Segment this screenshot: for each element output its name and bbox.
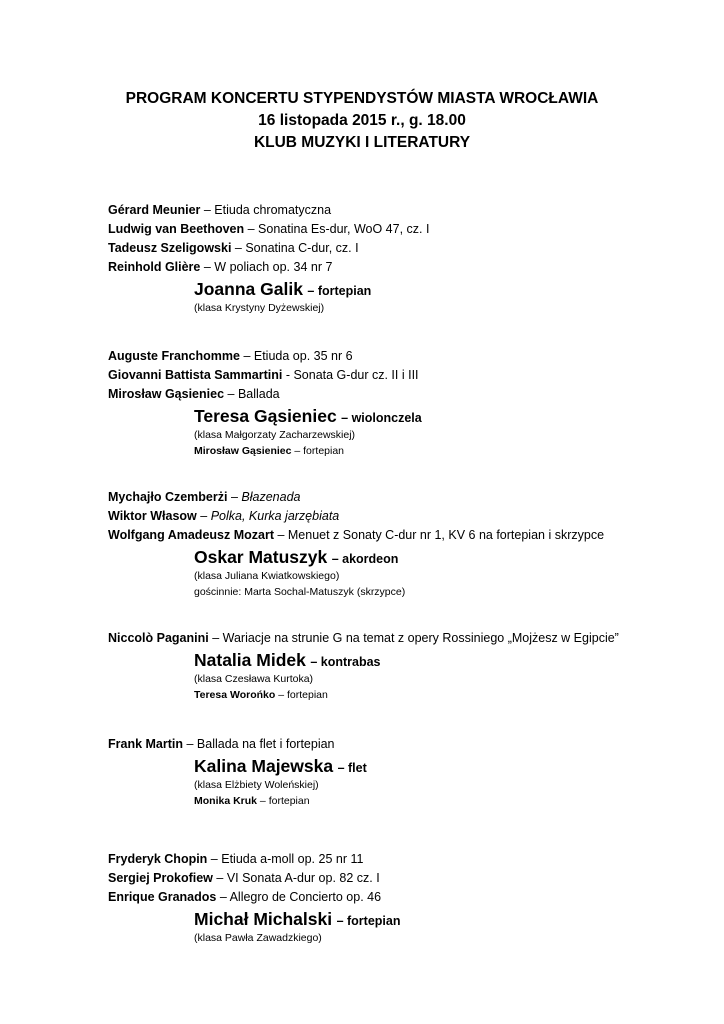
program-header xyxy=(0,88,724,154)
composer-name: Gérard Meunier xyxy=(108,203,201,217)
work-title: Ballada na flet i fortepian xyxy=(196,737,335,751)
performer-info xyxy=(194,755,708,809)
performer-name: Michał Michalski xyxy=(194,909,333,929)
program-block-4 xyxy=(108,629,708,703)
work-title: Etiuda a-moll op. 25 nr 11 xyxy=(221,852,364,866)
program-item: Frank Martin – Ballada na flet i fortepian xyxy=(108,737,335,751)
performer-instrument: – kontrabas xyxy=(310,655,381,669)
class-note: (klasa Elżbiety Woleńskiej) xyxy=(194,779,319,791)
program-item: Niccolò Paganini – Wariacje na strunie G na temat z opery Rossiniego „Mojżesz w Egipcie” xyxy=(108,631,619,645)
program-item: Tadeusz Szeligowski – Sonatina C-dur, cz. I xyxy=(108,241,359,255)
program-block-2 xyxy=(108,347,708,459)
composer-name: Enrique Granados xyxy=(108,890,217,904)
program-item: Auguste Franchomme – Etiuda op. 35 nr 6 xyxy=(108,349,353,363)
program-title: PROGRAM KONCERTU STYPENDYSTÓW MIASTA WROCŁAWIA xyxy=(125,90,599,107)
program-item: Giovanni Battista Sammartini - Sonata G-dur cz. II i III xyxy=(108,368,419,382)
program-item: Wiktor Własow – Polka, Kurka jarzębiata xyxy=(108,509,340,523)
work-title: Etiuda op. 35 nr 6 xyxy=(253,349,353,363)
work-title: Sonatina C-dur, cz. I xyxy=(245,241,359,255)
composer-name: Tadeusz Szeligowski xyxy=(108,241,232,255)
performer-info xyxy=(194,405,708,459)
accompanist xyxy=(194,687,708,703)
work-title: Błazenada xyxy=(241,490,301,504)
class-note: (klasa Juliana Kwiatkowskiego) xyxy=(194,570,340,582)
guest-note: gościnnie: Marta Sochal-Matuszyk (skrzypce) xyxy=(194,586,406,598)
class-note: (klasa Pawła Zawadzkiego) xyxy=(194,932,322,944)
performer-info xyxy=(194,546,708,600)
work-title: Allegro de Concierto op. 46 xyxy=(229,890,382,904)
program-item: Fryderyk Chopin – Etiuda a-moll op. 25 nr 11 xyxy=(108,852,364,866)
composer-name: Wolfgang Amadeusz Mozart xyxy=(108,528,274,542)
accompanist-role: – fortepian xyxy=(291,445,345,457)
program-item: Enrique Granados – Allegro de Concierto op. 46 xyxy=(108,890,382,904)
program-item: Mirosław Gąsieniec – Ballada xyxy=(108,387,280,401)
program-item: Gérard Meunier – Etiuda chromatyczna xyxy=(108,203,332,217)
composer-name: Wiktor Własow xyxy=(108,509,197,523)
work-title: Wariacje na strunie G na temat z opery Rossiniego „Mojżesz w Egipcie” xyxy=(222,631,619,645)
class-note: (klasa Małgorzaty Zacharzewskiej) xyxy=(194,429,356,441)
work-title: W poliach op. 34 nr 7 xyxy=(214,260,333,274)
accompanist-name: Mirosław Gąsieniec xyxy=(194,445,292,457)
class-note: (klasa Czesława Kurtoka) xyxy=(194,673,314,685)
performer-name: Natalia Midek xyxy=(194,650,306,670)
accompanist xyxy=(194,793,708,809)
composer-name: Reinhold Glière xyxy=(108,260,201,274)
composer-name: Fryderyk Chopin xyxy=(108,852,208,866)
performer-name: Kalina Majewska xyxy=(194,756,334,776)
performer-instrument: – fortepian xyxy=(307,284,372,298)
work-title: Etiuda chromatyczna xyxy=(214,203,332,217)
concert-date: 16 listopada 2015 r., g. 18.00 xyxy=(258,112,466,129)
program-item: Wolfgang Amadeusz Mozart – Menuet z Sonaty C-dur nr 1, KV 6 na fortepian i skrzypce xyxy=(108,528,605,542)
performer-info xyxy=(194,649,708,703)
concert-venue: KLUB MUZYKI I LITERATURY xyxy=(253,134,471,151)
performer-name: Oskar Matuszyk xyxy=(194,547,328,567)
composer-name: Giovanni Battista Sammartini xyxy=(108,368,283,382)
work-title: Sonata G-dur cz. II i III xyxy=(293,368,419,382)
composer-name: Mirosław Gąsieniec xyxy=(108,387,225,401)
performer-name: Teresa Gąsieniec xyxy=(194,406,337,426)
performer-name: Joanna Galik xyxy=(194,279,303,299)
composer-name: Mychajło Czemberżi xyxy=(108,490,228,504)
performer-instrument: – flet xyxy=(337,761,367,775)
accompanist-name: Monika Kruk xyxy=(194,795,258,807)
class-note: (klasa Krystyny Dyżewskiej) xyxy=(194,302,325,314)
work-title: Polka, Kurka jarzębiata xyxy=(210,509,340,523)
accompanist xyxy=(194,443,708,459)
program-item: Ludwig van Beethoven – Sonatina Es-dur, WoO 47, cz. I xyxy=(108,222,430,236)
performer-info xyxy=(194,908,708,946)
composer-name: Sergiej Prokofiew xyxy=(108,871,213,885)
work-title: Menuet z Sonaty C-dur nr 1, KV 6 na fortepian i skrzypce xyxy=(287,528,605,542)
program-item: Reinhold Glière – W poliach op. 34 nr 7 xyxy=(108,260,333,274)
performer-instrument: – fortepian xyxy=(336,914,401,928)
program-block-1 xyxy=(108,201,708,316)
performer-instrument: – wiolonczela xyxy=(341,411,422,425)
composer-name: Ludwig van Beethoven xyxy=(108,222,245,236)
accompanist-role: – fortepian xyxy=(275,689,328,701)
accompanist-name: Teresa Worońko xyxy=(194,689,276,701)
accompanist-role: – fortepian xyxy=(257,795,310,807)
performer-info xyxy=(194,278,708,316)
program-item: Mychajło Czemberżi – Błazenada xyxy=(108,490,301,504)
work-title: Ballada xyxy=(237,387,280,401)
composer-name: Auguste Franchomme xyxy=(108,349,240,363)
composer-name: Niccolò Paganini xyxy=(108,631,209,645)
work-title: VI Sonata A-dur op. 82 cz. I xyxy=(226,871,380,885)
program-block-5 xyxy=(108,735,708,809)
work-title: Sonatina Es-dur, WoO 47, cz. I xyxy=(258,222,430,236)
composer-name: Frank Martin xyxy=(108,737,184,751)
performer-instrument: – akordeon xyxy=(331,552,399,566)
program-item: Sergiej Prokofiew – VI Sonata A-dur op. 82 cz. I xyxy=(108,871,380,885)
program-block-3 xyxy=(108,488,708,600)
program-block-6 xyxy=(108,850,708,946)
